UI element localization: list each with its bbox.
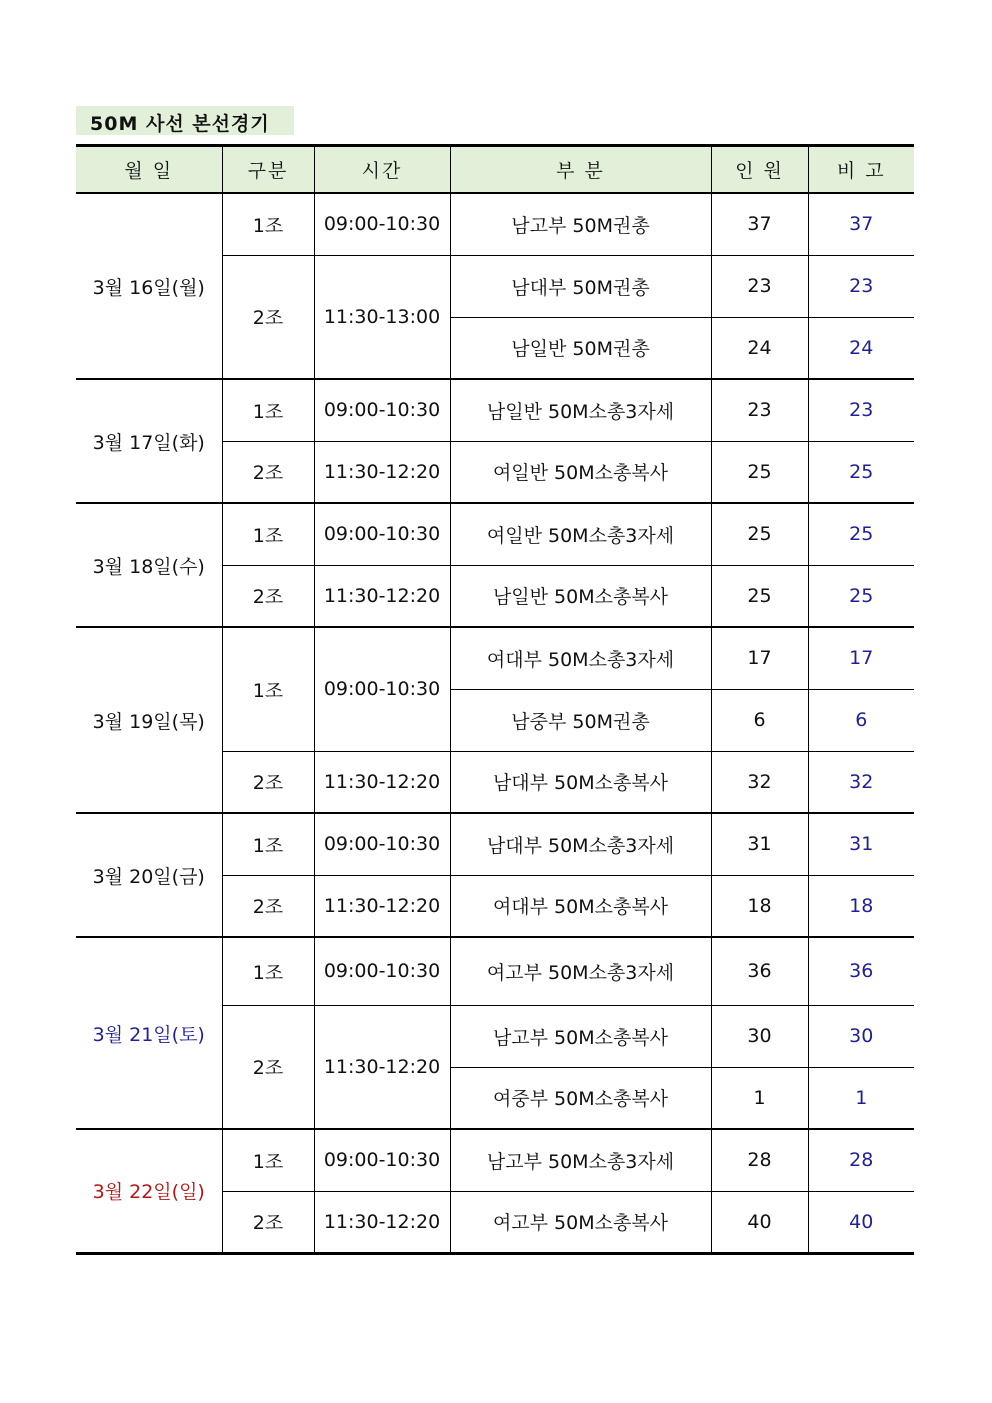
note-cell: 25 (808, 565, 914, 627)
count-cell: 25 (711, 441, 808, 503)
division-cell: 남일반 50M소총3자세 (450, 379, 711, 441)
count-cell: 37 (711, 193, 808, 255)
table-row (76, 937, 914, 1005)
count-cell: 30 (711, 1005, 808, 1067)
division-cell: 남대부 50M권총 (450, 255, 711, 317)
header-row (76, 146, 914, 194)
time-cell: 09:00-10:30 (314, 503, 450, 565)
header-division: 부 분 (450, 146, 711, 194)
count-cell: 25 (711, 503, 808, 565)
count-cell: 28 (711, 1129, 808, 1191)
note-cell: 32 (808, 751, 914, 813)
date-cell: 3월 18일(수) (76, 503, 222, 627)
division-cell: 여일반 50M소총3자세 (450, 503, 711, 565)
note-cell: 36 (808, 937, 914, 1005)
date-cell-saturday: 3월 21일(토) (76, 937, 222, 1129)
table-row (76, 193, 914, 255)
group-cell: 2조 (222, 1005, 314, 1129)
group-cell: 1조 (222, 193, 314, 255)
count-cell: 25 (711, 565, 808, 627)
section-title-box (76, 106, 294, 135)
count-cell: 23 (711, 379, 808, 441)
group-cell: 2조 (222, 751, 314, 813)
note-cell: 23 (808, 255, 914, 317)
count-cell: 36 (711, 937, 808, 1005)
note-cell: 18 (808, 875, 914, 937)
table-row (76, 627, 914, 689)
note-cell: 31 (808, 813, 914, 875)
division-cell: 여일반 50M소총복사 (450, 441, 711, 503)
group-cell: 2조 (222, 875, 314, 937)
date-cell: 3월 17일(화) (76, 379, 222, 503)
time-cell: 11:30-12:20 (314, 875, 450, 937)
note-cell: 25 (808, 441, 914, 503)
division-cell: 남일반 50M권총 (450, 317, 711, 379)
header-time: 시간 (314, 146, 450, 194)
count-cell: 17 (711, 627, 808, 689)
note-cell: 6 (808, 689, 914, 751)
note-cell: 28 (808, 1129, 914, 1191)
group-cell: 1조 (222, 503, 314, 565)
group-cell: 1조 (222, 813, 314, 875)
count-cell: 1 (711, 1067, 808, 1129)
group-cell: 1조 (222, 937, 314, 1005)
table-row (76, 813, 914, 875)
group-cell: 2조 (222, 255, 314, 379)
division-cell: 여대부 50M소총3자세 (450, 627, 711, 689)
group-cell: 1조 (222, 1129, 314, 1191)
time-cell: 11:30-12:20 (314, 751, 450, 813)
note-cell: 30 (808, 1005, 914, 1067)
time-cell: 09:00-10:30 (314, 627, 450, 751)
time-cell: 09:00-10:30 (314, 937, 450, 1005)
group-cell: 2조 (222, 441, 314, 503)
header-note: 비 고 (808, 146, 914, 194)
time-cell: 11:30-12:20 (314, 441, 450, 503)
division-cell: 남고부 50M소총복사 (450, 1005, 711, 1067)
division-cell: 남중부 50M권총 (450, 689, 711, 751)
count-cell: 31 (711, 813, 808, 875)
section-title: 50M 사선 본선경기 (90, 113, 270, 135)
group-cell: 2조 (222, 1191, 314, 1253)
division-cell: 남일반 50M소총복사 (450, 565, 711, 627)
time-cell: 11:30-12:20 (314, 1191, 450, 1253)
time-cell: 09:00-10:30 (314, 813, 450, 875)
division-cell: 남대부 50M소총복사 (450, 751, 711, 813)
note-cell: 1 (808, 1067, 914, 1129)
time-cell: 11:30-12:20 (314, 565, 450, 627)
note-cell: 17 (808, 627, 914, 689)
time-cell: 11:30-13:00 (314, 255, 450, 379)
time-cell: 09:00-10:30 (314, 379, 450, 441)
table-row (76, 1129, 914, 1191)
count-cell: 40 (711, 1191, 808, 1253)
count-cell: 6 (711, 689, 808, 751)
time-cell: 11:30-12:20 (314, 1005, 450, 1129)
time-cell: 09:00-10:30 (314, 1129, 450, 1191)
count-cell: 24 (711, 317, 808, 379)
schedule-table (76, 144, 914, 1255)
division-cell: 여중부 50M소총복사 (450, 1067, 711, 1129)
header-date: 월 일 (76, 146, 222, 194)
note-cell: 40 (808, 1191, 914, 1253)
group-cell: 1조 (222, 627, 314, 751)
table-row (76, 503, 914, 565)
count-cell: 18 (711, 875, 808, 937)
time-cell: 09:00-10:30 (314, 193, 450, 255)
note-cell: 23 (808, 379, 914, 441)
count-cell: 32 (711, 751, 808, 813)
division-cell: 남고부 50M소총3자세 (450, 1129, 711, 1191)
note-cell: 24 (808, 317, 914, 379)
group-cell: 1조 (222, 379, 314, 441)
header-count: 인 원 (711, 146, 808, 194)
date-cell: 3월 16일(월) (76, 193, 222, 379)
division-cell: 남대부 50M소총3자세 (450, 813, 711, 875)
date-cell: 3월 19일(목) (76, 627, 222, 813)
division-cell: 여대부 50M소총복사 (450, 875, 711, 937)
group-cell: 2조 (222, 565, 314, 627)
header-group: 구분 (222, 146, 314, 194)
count-cell: 23 (711, 255, 808, 317)
date-cell-sunday: 3월 22일(일) (76, 1129, 222, 1253)
table-row (76, 379, 914, 441)
division-cell: 남고부 50M권총 (450, 193, 711, 255)
note-cell: 37 (808, 193, 914, 255)
note-cell: 25 (808, 503, 914, 565)
division-cell: 여고부 50M소총3자세 (450, 937, 711, 1005)
date-cell: 3월 20일(금) (76, 813, 222, 937)
division-cell: 여고부 50M소총복사 (450, 1191, 711, 1253)
